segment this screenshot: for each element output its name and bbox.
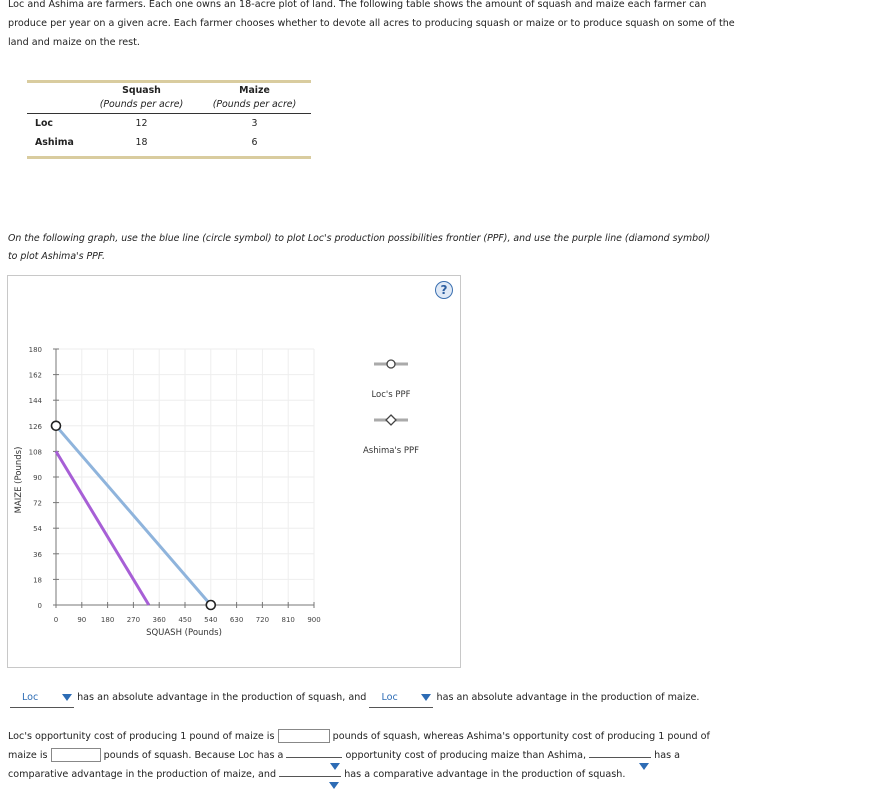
q1-text: has an absolute advantage in the production of maize. <box>436 692 700 703</box>
maize-comparative-dropdown[interactable] <box>589 757 651 758</box>
row-name: Loc <box>35 118 53 129</box>
y-tick-label: 90 <box>33 474 42 482</box>
row-name: Ashima <box>35 137 74 148</box>
chevron-down-icon <box>421 694 431 701</box>
cost-comparison-dropdown[interactable] <box>286 757 342 758</box>
x-axis-label: SQUASH (Pounds) <box>146 628 222 638</box>
row-squash: 12 <box>135 118 148 129</box>
squash-comparative-dropdown[interactable] <box>279 776 341 777</box>
loc-ppf-point[interactable] <box>52 421 61 430</box>
q2-text: pounds of squash, whereas Ashima's opportunity cost of producing 1 pound of <box>332 731 710 742</box>
q1-text: has an absolute advantage in the production of squash, and <box>77 692 367 703</box>
loc-opportunity-cost-input[interactable] <box>278 729 330 743</box>
x-tick-label: 0 <box>53 616 59 624</box>
row-maize: 3 <box>251 118 258 129</box>
legend-loc-label: Loc's PPF <box>371 390 411 400</box>
row-maize: 6 <box>251 137 258 148</box>
x-tick-label: 720 <box>255 616 270 624</box>
y-tick-label: 0 <box>37 602 42 610</box>
y-tick-label: 144 <box>28 397 42 406</box>
row-squash: 18 <box>135 137 148 148</box>
opportunity-cost-question <box>8 727 863 784</box>
q2-text: pounds of squash. Because Loc has a <box>103 750 284 761</box>
x-tick-label: 90 <box>77 616 87 624</box>
y-tick-label: 180 <box>28 346 42 354</box>
dropdown-value: Loc <box>381 692 398 703</box>
x-tick-label: 270 <box>126 616 141 624</box>
chevron-down-icon <box>639 763 649 770</box>
maize-advantage-dropdown[interactable] <box>369 688 433 708</box>
absolute-advantage-question <box>10 688 860 708</box>
y-tick-label: 108 <box>28 448 42 457</box>
y-tick-label: 18 <box>33 576 42 585</box>
intro-line: Loc and Ashima are farmers. Each one owns an 18-acre plot of land. The following table shows the amount of squash and maize each farmer can <box>8 0 707 10</box>
chevron-down-icon <box>62 694 72 701</box>
x-tick-label: 810 <box>281 616 295 624</box>
y-tick-label: 126 <box>28 422 42 431</box>
col-squash-title: Squash <box>122 85 161 96</box>
col-maize-unit: (Pounds per acre) <box>198 98 311 114</box>
y-axis-label: MAIZE (Pounds) <box>14 446 24 514</box>
x-tick-label: 900 <box>307 616 321 624</box>
col-squash-unit: (Pounds per acre) <box>85 98 198 114</box>
instr-line: to plot Ashima's PPF. <box>8 251 105 262</box>
y-tick-label: 162 <box>28 371 42 380</box>
ashima-opportunity-cost-input[interactable] <box>51 748 101 762</box>
q2-text: has a comparative advantage in the production of squash. <box>344 769 626 780</box>
y-tick-label: 54 <box>33 525 42 534</box>
x-tick-label: 180 <box>100 616 115 624</box>
q2-text: Loc's opportunity cost of producing 1 pound of maize is <box>8 731 275 742</box>
q2-text: maize is <box>8 750 48 761</box>
x-tick-label: 630 <box>229 616 244 624</box>
legend-ashima-label: Ashima's PPF <box>362 446 420 456</box>
instr-line: On the following graph, use the blue line (circle symbol) to plot Loc's production possibilities frontier (PPF), and use the purple line (diamond symbol) <box>8 233 711 244</box>
q2-text: opportunity cost of producing maize than Ashima, <box>345 750 587 761</box>
help-icon[interactable]: ? <box>435 281 453 299</box>
loc-ppf-point[interactable] <box>206 601 215 610</box>
dropdown-value: Loc <box>22 692 39 703</box>
chevron-down-icon <box>330 763 340 770</box>
x-tick-label: 360 <box>152 616 166 624</box>
q2-text: comparative advantage in the production of maize, and <box>8 769 277 780</box>
legend-diamond-icon[interactable] <box>386 415 396 425</box>
intro-line: produce per year on a given acre. Each farmer chooses whether to devote all acres to producing squash or maize or to produce squash on some of the <box>8 18 735 29</box>
intro-line: land and maize on the rest. <box>8 37 140 48</box>
x-tick-label: 540 <box>204 616 218 624</box>
q2-text: has a <box>654 750 681 761</box>
squash-advantage-dropdown[interactable] <box>10 688 74 708</box>
y-tick-label: 72 <box>33 499 42 508</box>
legend-circle-icon[interactable] <box>387 360 395 368</box>
x-tick-label: 450 <box>178 616 192 624</box>
col-maize-title: Maize <box>239 85 270 96</box>
y-tick-label: 36 <box>33 550 42 559</box>
chevron-down-icon <box>329 782 339 789</box>
